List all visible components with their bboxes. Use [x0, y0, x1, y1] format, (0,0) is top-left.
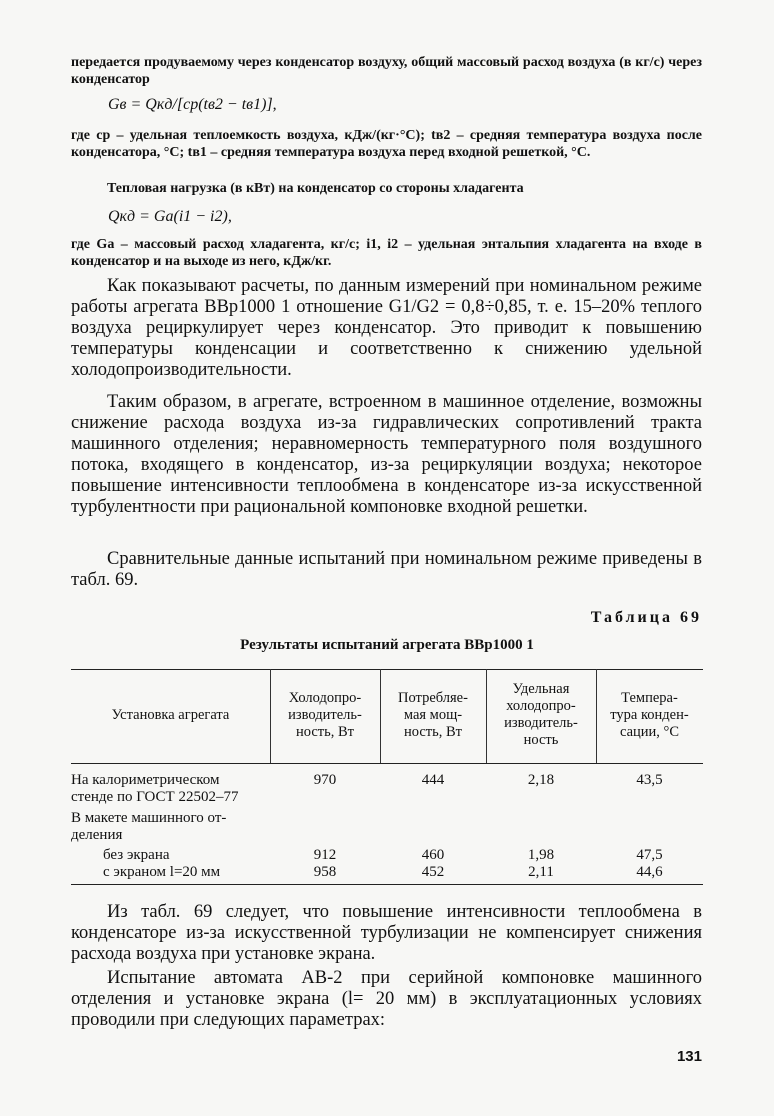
row-label-no-screen: без экрана: [103, 847, 170, 863]
paragraph-5: [71, 968, 702, 1031]
cell-value: 43,5: [636, 772, 663, 788]
header-installation: Установка агрегата: [111, 707, 230, 723]
paragraph-3-text: Сравнительные данные испытаний при номинальном режиме приведены в табл. 69.: [71, 549, 702, 590]
intro-text: передается продуваемому через конденсатор воздуху, общий массовый расход воздуха (в кг/с) через конденсатор: [71, 55, 702, 87]
table-header-rule: [71, 763, 703, 764]
cell-value: 452: [421, 864, 445, 880]
table-number: Таблица 69: [590, 609, 702, 626]
paragraph-2: [71, 392, 702, 518]
formula-air-flow: Gв = Qкд/[cp(tв2 − tв1)],: [108, 96, 277, 113]
header-cooling-capacity: Холодопро- изводитель- ность, Вт: [288, 690, 362, 740]
header-power: Потребляе- мая мощ- ность, Вт: [398, 690, 468, 740]
cell-value: 460: [421, 847, 445, 863]
cell-value: 958: [313, 864, 337, 880]
paragraph-4-text: Из табл. 69 следует, что повышение интенсивности теплообмена в конденсаторе из-за искусственной турбулизации не компенсирует снижения расхода воздуха при установке экрана.: [71, 902, 702, 964]
row-label-with-screen: с экраном l=20 мм: [103, 864, 221, 880]
table-top-rule: [71, 669, 703, 670]
table-bottom-rule: [71, 884, 703, 885]
definition-air: где cp – удельная теплоемкость воздуха, кДж/(кг·°С); tв2 – средняя температура воздуха после конденсатора, °С; tв1 – средняя температура воздуха перед входной решеткой, °С.: [71, 128, 702, 160]
cell-value: 47,5: [636, 847, 663, 863]
paragraph-4: [71, 902, 702, 965]
cell-value: 444: [421, 772, 445, 788]
cell-value: 2,18: [527, 772, 555, 788]
page-number: 131: [676, 1048, 702, 1065]
definition-refrigerant: где Gа – массовый расход хладагента, кг/с; i1, i2 – удельная энтальпия хладагента на входе в конденсатор и на выходе из него, кДж/кг.: [71, 237, 702, 269]
header-condensing-temp: Темпера- тура конден- сации, °С: [610, 690, 689, 740]
row-label-calorimetric: На калориметрическом стенде по ГОСТ 22502–77: [71, 772, 239, 805]
paragraph-3: [71, 549, 702, 591]
cell-value: 912: [313, 847, 337, 863]
paragraph-5-text: Испытание автомата АВ-2 при серийной компоновке машинного отделения и установке экрана (l= 20 мм) в эксплуатационных условиях проводили при следующих параметрах:: [71, 968, 702, 1030]
cell-value: 2,11: [528, 864, 554, 880]
paragraph-1: [71, 276, 702, 381]
heat-load-text: Тепловая нагрузка (в кВт) на конденсатор со стороны хладагента: [107, 181, 524, 196]
row-label-machine-room: В макете машинного от- деления: [71, 810, 227, 843]
paragraph-2-text: Таким образом, в агрегате, встроенном в машинное отделение, возможны снижение расхода воздуха из-за гидравлических сопротивлений тракта машинного отделения; неравномерность температурного поля воздушного потока, входящего в конденсатор, из-за рециркуляции воздуха; некоторое повышение интенсивности теплообмена в конденсаторе из-за искусственной турбулентности при рациональной компоновке входной решетки.: [71, 392, 702, 517]
cell-value: 970: [313, 772, 337, 788]
header-specific-capacity: Удельная холодопро- изводитель- ность: [504, 681, 578, 748]
table-title: Результаты испытаний агрегата ВВр1000 1: [240, 637, 534, 653]
cell-value: 1,98: [527, 847, 555, 863]
formula-heat-load: Qкд = Gа(i1 − i2),: [108, 208, 232, 225]
paragraph-1-text: Как показывают расчеты, по данным измерений при номинальном режиме работы агрегата ВВр1000 1 отношение G1/G2 = 0,8÷0,85, т. е. 15–20% теплого воздуха рециркулирует через конденсатор. Это приводит к повышению температуры конденсации и соответственно к снижению удельной холодопроизводительности.: [71, 276, 702, 380]
cell-value: 44,6: [636, 864, 663, 880]
